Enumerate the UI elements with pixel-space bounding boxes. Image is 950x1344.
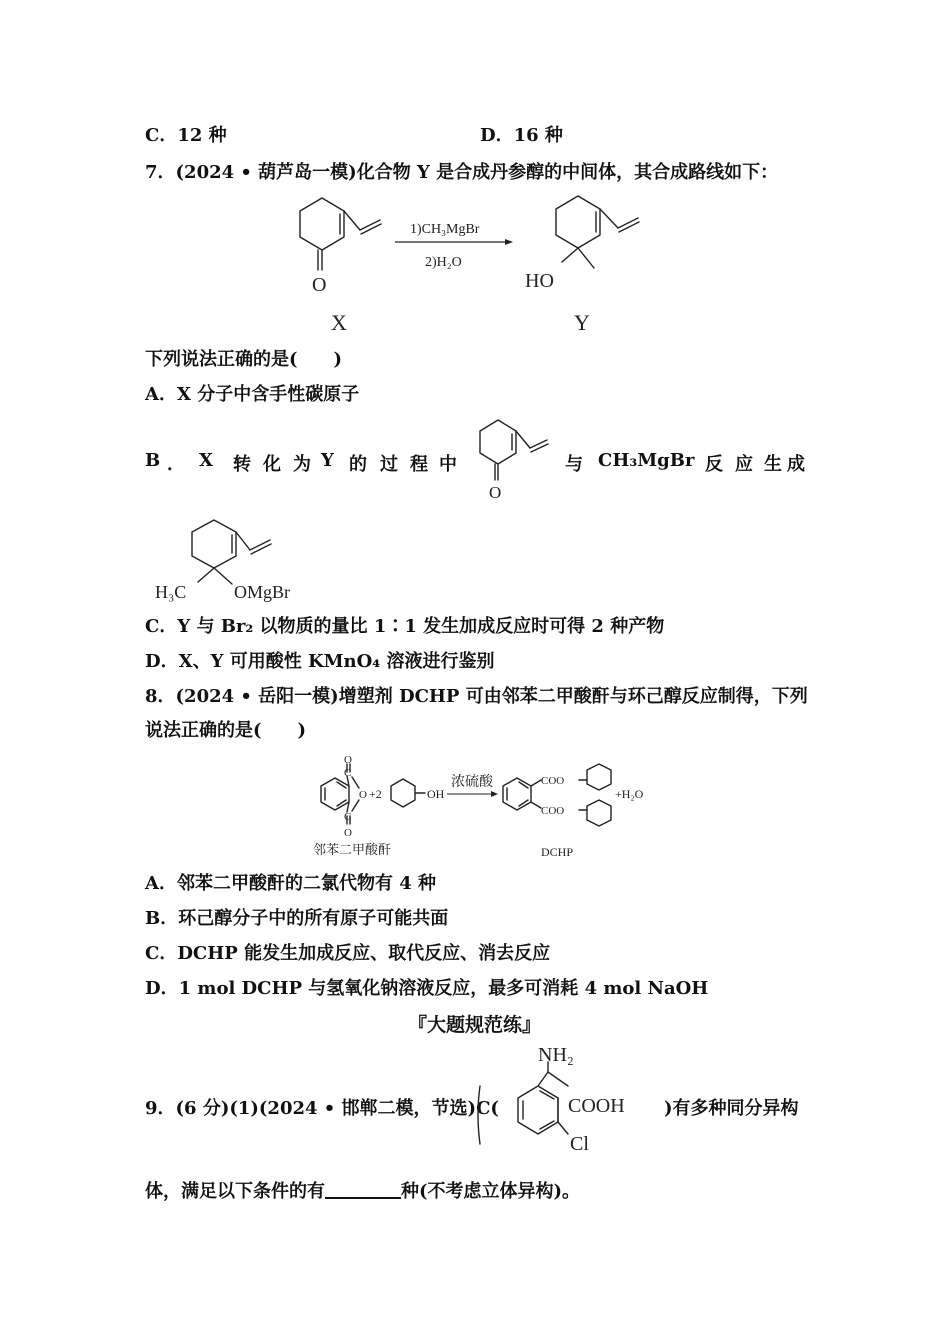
q8-option-c: C．DCHP 能发生加成反应、取代反应、消去反应	[145, 943, 551, 964]
ob-w0: B	[145, 450, 161, 471]
option-c: C．12 种	[145, 125, 227, 146]
molecule-y	[556, 196, 639, 268]
methyl-label: H₃C	[155, 582, 187, 602]
question-9-stem-pre: 9．(6 分)(1)(2024 • 邯郸二模，节选)C(	[145, 1098, 499, 1119]
ob-w7: 的	[349, 454, 367, 475]
inline-molecule-x	[470, 414, 560, 506]
ob-w4: 化	[263, 454, 281, 475]
anhydride-c1: C	[344, 767, 352, 779]
option-d: D．16 种	[480, 125, 563, 146]
ob-w3: 转	[233, 454, 251, 475]
ketone-oxygen-label: O	[312, 274, 327, 296]
answer-blank[interactable]	[325, 1179, 401, 1199]
catalyst-label: 浓硫酸	[451, 775, 493, 790]
water-label: +H₂O	[615, 787, 644, 801]
ester-coo-bottom: COO	[541, 805, 565, 817]
reaction-scheme-x-to-y	[260, 190, 680, 340]
label-y: Y	[574, 310, 590, 335]
ob-t5: 成	[787, 454, 805, 475]
question-8-stem-line2: 说法正确的是( )	[145, 720, 307, 741]
omgbr-label: OMgBr	[234, 582, 291, 602]
anhydride-name: 邻苯二甲酸酐	[313, 842, 392, 857]
ob-w9: 程	[410, 454, 428, 475]
question-7-prompt: 下列说法正确的是( )	[145, 349, 343, 370]
inline-oxygen-label: O	[489, 483, 502, 502]
ob-t3: 应	[735, 454, 753, 475]
molecule-x	[300, 198, 381, 270]
q9-line2-pre: 体，满足以下条件的有	[145, 1181, 325, 1202]
ob-w6: Y	[321, 450, 334, 471]
dchp-name: DCHP	[541, 845, 574, 859]
reagent-step2: 2)H₂O	[425, 255, 462, 270]
question-9-stem-post: )有多种同分异构	[664, 1098, 799, 1119]
ob-w8: 过	[380, 454, 398, 475]
q8-option-b: B．环己醇分子中的所有原子可能共面	[145, 908, 449, 929]
q7-option-c: C．Y 与 Br₂ 以物质的量比 1∶1 发生加成反应时可得 2 种产物	[145, 616, 665, 637]
question-7-stem: 7．(2024 • 葫芦岛一模)化合物 Y 是合成丹参醇的中间体，其合成路线如下：	[145, 162, 779, 183]
hydroxyl-label: HO	[525, 270, 554, 292]
molecule-amino-acid	[476, 1040, 666, 1165]
question-9-line2	[145, 1179, 580, 1204]
anhydride-o-top: O	[344, 754, 352, 766]
hydroxyl-oh: OH	[427, 787, 445, 801]
ob-t0: 与	[565, 454, 583, 475]
ob-w1: ．	[167, 454, 185, 475]
chloro-label: Cl	[570, 1133, 589, 1155]
ester-coo-top: COO	[541, 775, 565, 787]
ob-t2: 反	[705, 454, 723, 475]
section-title: 『大题规范练』	[408, 1014, 542, 1036]
molecule-omgbr	[150, 510, 320, 605]
q9-line2-post: 种(不考虑立体异构)。	[401, 1181, 581, 1202]
reaction-scheme-dchp	[295, 752, 670, 864]
ob-w10: 中	[439, 454, 457, 475]
ob-w2: X	[199, 450, 213, 471]
anhydride-o-mid: O	[359, 789, 367, 801]
amino-label: NH₂	[538, 1044, 574, 1066]
carboxyl-label: COOH	[568, 1095, 625, 1117]
label-x: X	[331, 310, 347, 335]
anhydride-c2: C	[344, 811, 352, 823]
ob-w5: 为	[293, 454, 311, 475]
anhydride-o-bot: O	[344, 827, 352, 839]
ob-t1: CH₃MgBr	[598, 450, 695, 471]
q7-option-a: A．X 分子中含手性碳原子	[145, 384, 360, 405]
coefficient-label: +2	[369, 787, 382, 801]
reagent-step1: 1)CH₃MgBr	[410, 222, 480, 237]
q8-option-a: A．邻苯二甲酸酐的二氯代物有 4 种	[145, 873, 437, 894]
q7-option-d: D．X、Y 可用酸性 KMnO₄ 溶液进行鉴别	[145, 651, 495, 672]
question-8-stem-line1: 8．(2024 • 岳阳一模)增塑剂 DCHP 可由邻苯二甲酸酐与环己醇反应制得，下列	[145, 686, 808, 707]
q8-option-d: D．1 mol DCHP 与氢氧化钠溶液反应，最多可消耗 4 mol NaOH	[145, 978, 709, 999]
ob-t4: 生	[764, 454, 782, 475]
